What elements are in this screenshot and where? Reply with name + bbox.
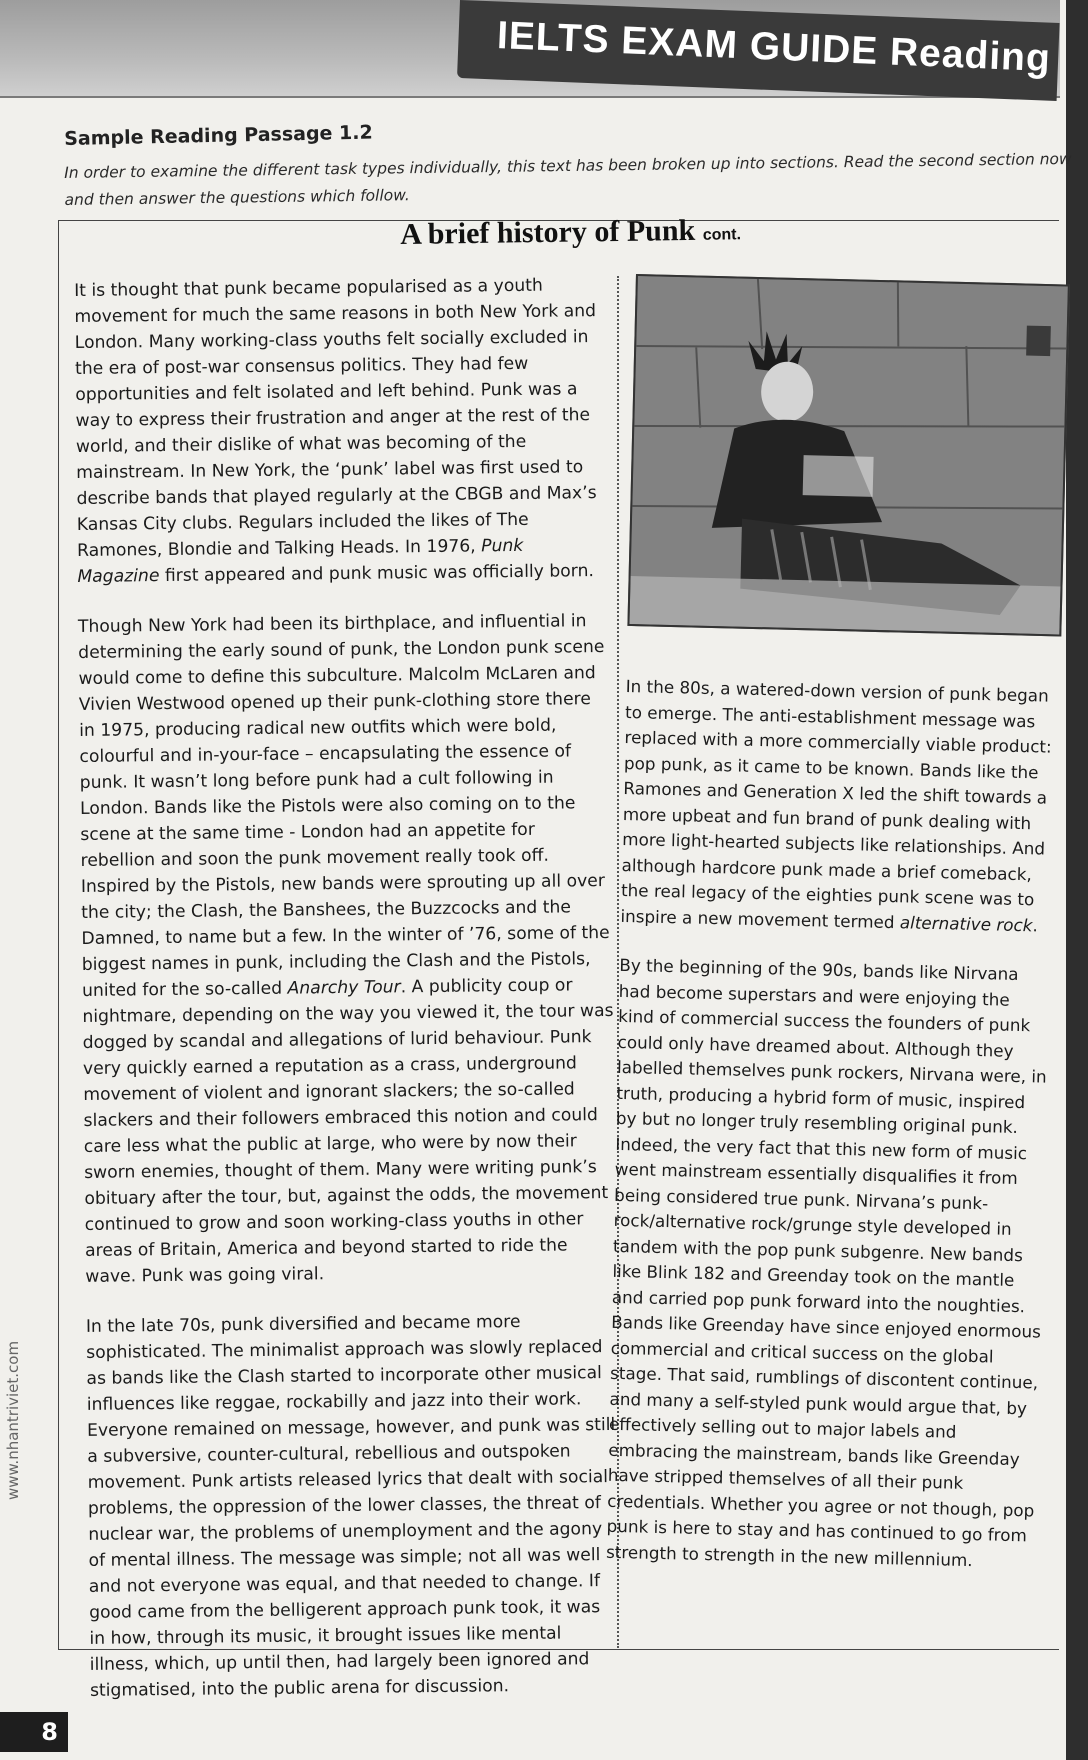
paragraph-text: Though New York had been its birthplace, and influential in determining the early sound of punk, the London punk scene would come to define this subculture. Malcolm McLaren and Vivien Westwood opened up their punk-clothing store there in 1975, producing radical new outfits which were bold, colourful and in-your-face – encapsulating the essence of punk. It wasn’t long before punk had a cult following in London. Bands like the Pistols were also coming on to the scene at the same time - London had an appetite for rebellion and soon the punk movement really took off. Inspired by the Pistols, new bands were sprouting up all over the city; the Clash, the Banshees, the Buzzcocks and the Damned, to name but a few. In the winter of ’76, some of the biggest names in punk, including the Clash and the Pistols, united for the so-called bbox=[77, 611, 610, 1001]
paragraph-text: . A publicity coup or nightmare, depending on the way you viewed it, the tour was dogged by scandal and allegations of lurid behaviour. Punk very quickly earned a reputation as a crass, underground movement of violent and ignorant slackers; the so-called slackers and their followers embraced this notion and could care less what the public at large, who were by now their sworn enemies, thought of them. Many were writing punk’s obituary after the tour, but, against the odds, the movement continued to grow and soon working-class youths in other areas of Britain, America and beyond started to ride the wave. Punk was going viral. bbox=[82, 975, 614, 1287]
italic-title: Anarchy Tour bbox=[287, 977, 401, 999]
paragraph bbox=[620, 674, 1056, 939]
section-instruction: In order to examine the different task types individually, this text has been broken up into sections. Read the second section now and then answer the questions which follow. bbox=[64, 149, 1072, 209]
page-number-text: 8 bbox=[41, 1718, 58, 1746]
punk-photo-illustration bbox=[629, 276, 1067, 634]
watermark: www.nhantriviet.com bbox=[4, 1340, 22, 1500]
paragraph bbox=[86, 1308, 622, 1704]
punk-photo bbox=[627, 274, 1069, 636]
paragraph-text: In the 80s, a watered-down version of punk began to emerge. The anti-establishment message was replaced with a more commercially viable product: pop punk, as it came to be known. Bands like the Ramones and Generation X led the shift towards a more upbeat and fun brand of punk dealing with more light-hearted subjects like relationships. And although hardcore punk made a brief comeback, the real legacy of the eighties punk scene was to inspire a new movement termed bbox=[620, 675, 1052, 932]
paragraph-text: . bbox=[1032, 914, 1039, 935]
article-title-text: A brief history of Punk bbox=[400, 213, 696, 251]
paragraph-text: In the late 70s, punk diversified and became more sophisticated. The minimalist approach was slowly replaced as bands like the Clash started to incorporate other musical influences like reggae, rockabilly and jazz into their work. Everyone remained on message, however, and punk was still a subversive, counter-cultural, rebellious and outspoken movement. Punk artists released lyrics that dealt with social problems, the oppression of the lower classes, the threat of nuclear war, the problems of unemployment and the agony of mental illness. The message was simple; not all was well and not everyone was equal, and that needed to change. If good came from the belligerent approach punk took, it was in how, through its music, it brought issues like mental illness, which, up until then, had largely been ignored and stigmatised, into the public arena for discussion. bbox=[85, 1312, 616, 1701]
paragraph bbox=[78, 608, 618, 1290]
page-edge bbox=[1066, 0, 1088, 1760]
left-column bbox=[74, 272, 622, 1728]
paragraph-text: first appeared and punk music was officially born. bbox=[159, 561, 594, 587]
right-column bbox=[605, 674, 1056, 1599]
paragraph-text: By the beginning of the 90s, bands like Nirvana had become superstars and were enjoying the kind of commercial success the founders of punk could only have dreamed about. Although they labelled themselves punk rockers, Nirvana were, in truth, producing a hybrid form of music, inspired by but no longer truly resembling original punk. Indeed, the very fact that this new form of music went mainstream essentially disqualifies it from being considered true punk. Nirvana’s punk-rock/alternative rock/grunge style developed in tandem with the pop punk subgenre. New bands like Blink 182 and Greenday took on the mantle and carried pop punk forward into the noughties. Bands like Greenday have since enjoyed enormous commercial and critical success on the global stage. That said, rumblings of discontent continue, and many a self-styled punk would argue that, by effectively selling out to major labels and embracing the mainstream, bands like Greenday have stripped themselves of all their punk credentials. Whether you agree or not though, pop punk is here to stay and has continued to go from strength to strength in the new millennium. bbox=[605, 954, 1047, 1570]
page-number bbox=[0, 1712, 68, 1752]
article-title bbox=[400, 213, 741, 252]
paragraph bbox=[74, 272, 610, 590]
italic-title: Punk Magazine bbox=[77, 535, 524, 587]
paragraph-text: It is thought that punk became popularised as a youth movement for much the same reasons in both New York and London. Many working-class youths felt socially excluded in the era of post-war consensus politics. They had few opportunities and felt isolated and left behind. Punk was a way to express their frustration and anger at the rest of the world, and their dislike of what was becoming of the mainstream. In New York, the ‘punk’ label was first used to describe bands that played regularly at the CBGB and Max’s Kansas City clubs. Regulars included the likes of The Ramones, Blondie and Talking Heads. In 1976, bbox=[74, 275, 597, 561]
article-title-suffix: cont. bbox=[702, 226, 742, 244]
paragraph bbox=[606, 953, 1050, 1575]
header-title: IELTS EXAM GUIDE Reading bbox=[496, 14, 1052, 81]
italic-title: alternative rock bbox=[899, 911, 1033, 935]
section-title: Sample Reading Passage 1.2 bbox=[64, 121, 373, 150]
